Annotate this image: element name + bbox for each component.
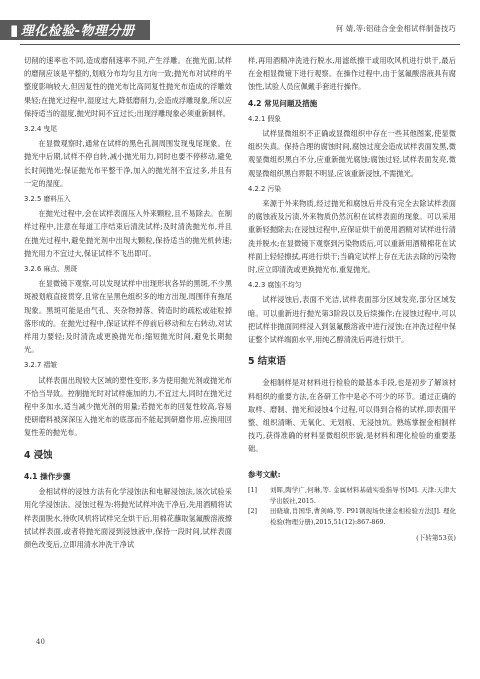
section-heading: 5 结束语 <box>248 356 286 368</box>
subsubsection-heading: 4.2.1 假象 <box>248 114 282 123</box>
subsubsection-heading: 3.2.7 褶皱 <box>24 361 58 370</box>
left-column <box>24 54 232 551</box>
reference-text: 田晓瑜,肖国华,曹剑峰,等. P91钢现场快速金相检验方法[J]. 理化检验(物理分册),2015,51(12):867-869. <box>270 507 456 527</box>
reference-item <box>248 485 456 507</box>
journal-logo <box>0 20 150 40</box>
subsubsection-heading: 4.2.3 腐蚀不均匀 <box>248 281 302 290</box>
subsubsection-heading: 3.2.4 曳尾 <box>24 125 58 134</box>
section-heading: 4 浸蚀 <box>24 449 53 461</box>
subsection-heading: 4.2 常见问题及措施 <box>248 98 318 108</box>
paragraph: 试样显微组织不正确或显微组织中存在一些其他图案,使显微组织失真。保持合理的腐蚀时间,腐蚀过度会造成试样表面发黑,微观显微组织黑白不分,应重新抛光腐蚀;腐蚀过轻,试样表面发亮,微观显微组织黑白界限不明显,应该重新浸蚀,不需抛光。 <box>248 129 456 178</box>
reference-number: [2] <box>248 507 258 516</box>
subsection-heading: 4.1 操作步骤 <box>24 471 71 481</box>
logo-mark-icon: ▮ <box>10 21 19 39</box>
right-column <box>248 54 456 545</box>
subsubsection-heading: 3.2.6 麻点、黑斑 <box>24 265 78 274</box>
subsubsection-heading: 4.2.2 污染 <box>248 184 282 193</box>
reference-number: [1] <box>248 485 258 494</box>
paragraph: 在显微观察时,通常在试样的黑色孔洞周围发现曳尾现象。在抛光中后期,试样不停自转,减小抛光用力,同时也要不停移动,避免长时间抛光;保证抛光布平整干净,加入的抛光剂不宜过多,并且有一定的湿度。 <box>24 139 232 188</box>
paragraph: 试样表面出现较大区域的塑性变形,多为使用抛光剂或抛光布不恰当导致。控制抛光时对试样施加的力,不宜过大,同时在抛光过程中多加水,适当减少抛光剂的用量;若抛光布的回复性较高,容易使研磨料被深深压入抛光布的底部而不能起到研磨作用,应换用回复性差的抛光布。 <box>24 375 232 438</box>
paragraph: 在显微镜下观察,可以发现试样中出现形状各异的黑斑,不少黑斑被划痕直接贯穿,且常在呈黑色组织多的地方出现,周围伴有拖尾现象。黑斑可能是由气孔、夹杂物掉落、铸造时的疏松或硅粒掉落形成的。在抛光过程中,保证试样不停前后移动和左右转动,对试样用力要轻;及时清洗或更换抛光布;缩短抛光时间,避免长期抛光。 <box>24 279 232 355</box>
paragraph: 样,再用酒精冲洗进行脱水,用滤纸擦干或用吹风机进行烘干,最后在金相显微镜下进行观察。在操作过程中,由于氢氟酸溶液具有腐蚀性,试验人员应佩戴手套进行操作。 <box>248 56 456 92</box>
subsubsection-heading: 3.2.5 磨料压入 <box>24 195 71 204</box>
page-number: 40 <box>36 638 45 646</box>
paragraph: 金相试样的浸蚀方法有化学浸蚀法和电解浸蚀法,该次试验采用化学浸蚀法。浸蚀过程为:将抛光试样冲洗干净后,先用酒精将试样表面脱水,待吹风机将试样完全烘干后,用棉花蘸取氢氟酸溶液擦拭试样表面,或者将抛光面浸到浸蚀液中,保持一段时间,试样表面颜色改变后,立即用清水冲洗干净试 <box>24 487 232 549</box>
paragraph: 来源于外来物质,经过抛光和腐蚀后并没有完全去除试样表面的腐蚀液及污渍,外来物质仍然沉积在试样表面的现象。可以采用重新轻抛除去;在浸蚀过程中,应保证烘干前使用酒精对试样进行清洗并脱水;在显微镜下观察到污染物质后,可以重新用酒精棉花在试样面上轻轻擦拭,再进行烘干;当确定试样上存在无法去除的污染物时,应立即清洗或更换抛光布,重复抛光。 <box>248 199 456 275</box>
paragraph: 切削的速率也不同,造成磨削速率不同,产生浮雕。在抛光面,试样的磨削应该是平整的,划痕分布均匀且方向一致;抛光布对试样的平整度影响较大,但因复性的抛光布比高同复性抛光布造成的浮雕效果轻;在抛光过程中,湿度过大,降低磨削力,会造成浮雕现象,所以应保持适当的湿度,抛光时间不宜过长;出现浮雕现象必须重新制样。 <box>24 56 232 118</box>
running-title: 何 婧,等:铝硅合金金相试样制备技巧 <box>335 24 456 33</box>
reference-text: 刘晖,陶学广,何琳,等. 金属材料基础实验指导书[M]. 天津:天津大学出版社,2015. <box>270 485 456 505</box>
references-title: 参考文献: <box>248 469 281 479</box>
header-divider <box>20 44 460 45</box>
paragraph: 试样浸蚀后,表面不光洁,试样表面部分区域发亮,部分区域发暗。可以重新进行抛光第3阶段以及后续操作;在浸蚀过程中,可以把试样非抛面同样浸入到氢氟酸溶液中进行浸蚀;在冲洗过程中保证整个试样端面水平,用纯乙醇清洗后再进行烘干。 <box>248 295 456 345</box>
page-header <box>0 0 480 46</box>
journal-logo-text: 理化检验-物理分册 <box>20 24 135 39</box>
reference-item <box>248 506 456 528</box>
paragraph: 金相制样是对材料进行检验的最基本手段,也是初步了解该材料组织的重要方法,在各研工作中是必不可少的环节。通过正确的取样、磨制、抛光和浸蚀4个过程,可以得到合格的试样,即表面平整、组织清晰、无氧化、无划痕、无浸蚀坑。熟练掌握金相制样技巧,获得准确的材料显微组织形貌,是材料和理化检验的重要基础。 <box>248 378 456 454</box>
continued-note: (下转第53页) <box>416 534 456 543</box>
paragraph: 在抛光过程中,会在试样表面压入外来颗粒,且不易除去。在制样过程中,注意在每道工序结束后清洗试样;及时清洗抛光布,并且在抛光过程中,避免抛光剂中出现大颗粒,保持适当的抛光机转速;抛光用力不宜过大,保证试样不飞出即可。 <box>24 209 232 258</box>
references-list <box>248 485 456 528</box>
